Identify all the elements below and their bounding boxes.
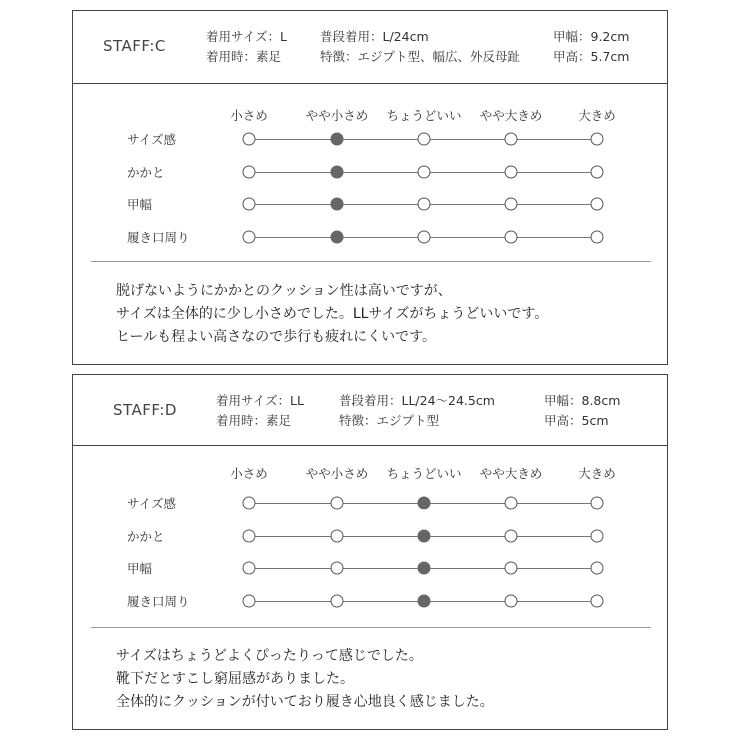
staff-d-scale-label: やや大きめ — [479, 466, 543, 481]
staff-c-rating-dot — [591, 231, 604, 244]
staff-c-rating-dot — [418, 231, 431, 244]
staff-c-rating-dot — [418, 165, 431, 178]
staff-c-name: STAFF:C — [103, 37, 166, 55]
staff-c-rating-dot — [505, 231, 518, 244]
staff-d-rating-dot — [331, 497, 344, 510]
staff-d-card — [72, 374, 668, 730]
staff-c-rating-selected-dot — [331, 231, 344, 244]
staff-d-rating-dot — [505, 529, 518, 542]
staff-d-name: STAFF:D — [113, 401, 177, 419]
staff-c-rating-selected-dot — [331, 165, 344, 178]
staff-c-scale-label: やや小さめ — [305, 108, 369, 123]
staff-d-rating-dot — [243, 529, 256, 542]
staff-d-scale-label: やや小さめ — [305, 466, 369, 481]
staff-c-instep-width: 甲幅：9.2cm — [553, 29, 630, 44]
staff-c-rating-dot — [591, 198, 604, 211]
staff-d-rating-dot — [591, 529, 604, 542]
staff-d-rating-selected-dot — [418, 529, 431, 542]
staff-d-scale-label: 大きめ — [578, 466, 616, 481]
staff-d-rating-dot — [505, 497, 518, 510]
staff-c-scale-label: 大きめ — [578, 108, 616, 123]
staff-d-rating-dot — [505, 595, 518, 608]
staff-d-rating-dot — [591, 562, 604, 575]
staff-d-scale-label: ちょうどいい — [386, 466, 462, 481]
staff-d-rating-dot — [591, 497, 604, 510]
staff-c-rating-dot — [505, 198, 518, 211]
staff-d-row-label: サイズ感 — [127, 496, 177, 511]
staff-d-rating-dot — [505, 562, 518, 575]
staff-d-instep-width: 甲幅：8.8cm — [544, 393, 621, 408]
staff-c-rating-dot — [505, 133, 518, 146]
staff-c-usual-size: 普段着用：L/24cm — [320, 29, 429, 44]
staff-c-rating-dot — [243, 231, 256, 244]
staff-c-rating-dot — [418, 133, 431, 146]
staff-d-scale-label: 小さめ — [230, 466, 268, 481]
staff-d-usual-size: 普段着用：LL/24〜24.5cm — [339, 393, 495, 408]
staff-d-rating-dot — [331, 529, 344, 542]
staff-d-row-label: 甲幅 — [127, 561, 153, 577]
staff-d-rating-dot — [243, 562, 256, 575]
staff-d-features: 特徴：エジプト型 — [339, 413, 440, 428]
staff-d-wearing-size: 着用サイズ：LL — [216, 393, 304, 408]
staff-c-rating-dot — [243, 165, 256, 178]
staff-d-rating-dot — [591, 595, 604, 608]
staff-d-rating-dot — [243, 497, 256, 510]
staff-d-rating-selected-dot — [418, 595, 431, 608]
staff-d-rating-selected-dot — [418, 497, 431, 510]
staff-c-card — [72, 10, 668, 365]
staff-d-rating-dot — [243, 595, 256, 608]
staff-c-row-label: サイズ感 — [127, 132, 177, 147]
staff-c-rating-selected-dot — [331, 133, 344, 146]
staff-d-rating-dot — [331, 595, 344, 608]
staff-c-divider — [91, 261, 651, 262]
staff-d-comment-line-2: 靴下だとすこし窮屈感がありました。 — [116, 671, 354, 687]
staff-d-instep-height: 甲高：5cm — [544, 413, 609, 428]
staff-c-row-label: かかと — [127, 164, 165, 180]
staff-c-header — [73, 11, 667, 84]
staff-d-comment-line-1: サイズはちょうどよくぴったりって感じでした。 — [116, 648, 423, 664]
staff-c-comment-line-2: サイズは全体的に少し小さめでした。LLサイズがちょうどいいです。 — [116, 306, 549, 322]
staff-c-comment-line-3: ヒールも程よい高さなので歩行も疲れにくいです。 — [116, 329, 437, 345]
staff-c-row-label: 履き口周り — [127, 230, 190, 246]
staff-d-rating-selected-dot — [418, 562, 431, 575]
staff-c-rating-dot — [243, 133, 256, 146]
staff-c-rating-dot — [591, 133, 604, 146]
staff-c-rating-dot — [243, 198, 256, 211]
staff-c-rating-dot — [591, 165, 604, 178]
staff-d-header — [73, 375, 667, 446]
staff-c-features: 特徴：エジプト型、幅広、外反母趾 — [320, 49, 521, 64]
staff-c-scale-label: ちょうどいい — [386, 108, 462, 123]
staff-c-row-label: 甲幅 — [127, 197, 153, 213]
staff-c-wearing-size: 着用サイズ：L — [206, 29, 287, 44]
staff-d-row-label: かかと — [127, 528, 165, 544]
staff-c-wearing-feet: 着用時：素足 — [206, 49, 282, 64]
staff-d-comment — [116, 645, 494, 714]
staff-d-comment-line-3: 全体的にクッションが付いており履き心地良く感じました。 — [116, 694, 494, 710]
staff-c-rating-dot — [418, 198, 431, 211]
staff-d-wearing-feet: 着用時：素足 — [216, 413, 292, 428]
staff-c-instep-height: 甲高：5.7cm — [553, 49, 630, 64]
staff-c-comment — [116, 280, 548, 349]
staff-c-rating-selected-dot — [331, 198, 344, 211]
staff-d-divider — [91, 627, 651, 628]
staff-d-rating-dot — [331, 562, 344, 575]
staff-c-scale-label: 小さめ — [230, 108, 268, 123]
staff-c-scale-label: やや大きめ — [479, 108, 543, 123]
staff-c-rating-dot — [505, 165, 518, 178]
staff-d-row-label: 履き口周り — [127, 594, 190, 610]
staff-c-comment-line-1: 脱げないようにかかとのクッション性は高いですが、 — [116, 283, 452, 299]
